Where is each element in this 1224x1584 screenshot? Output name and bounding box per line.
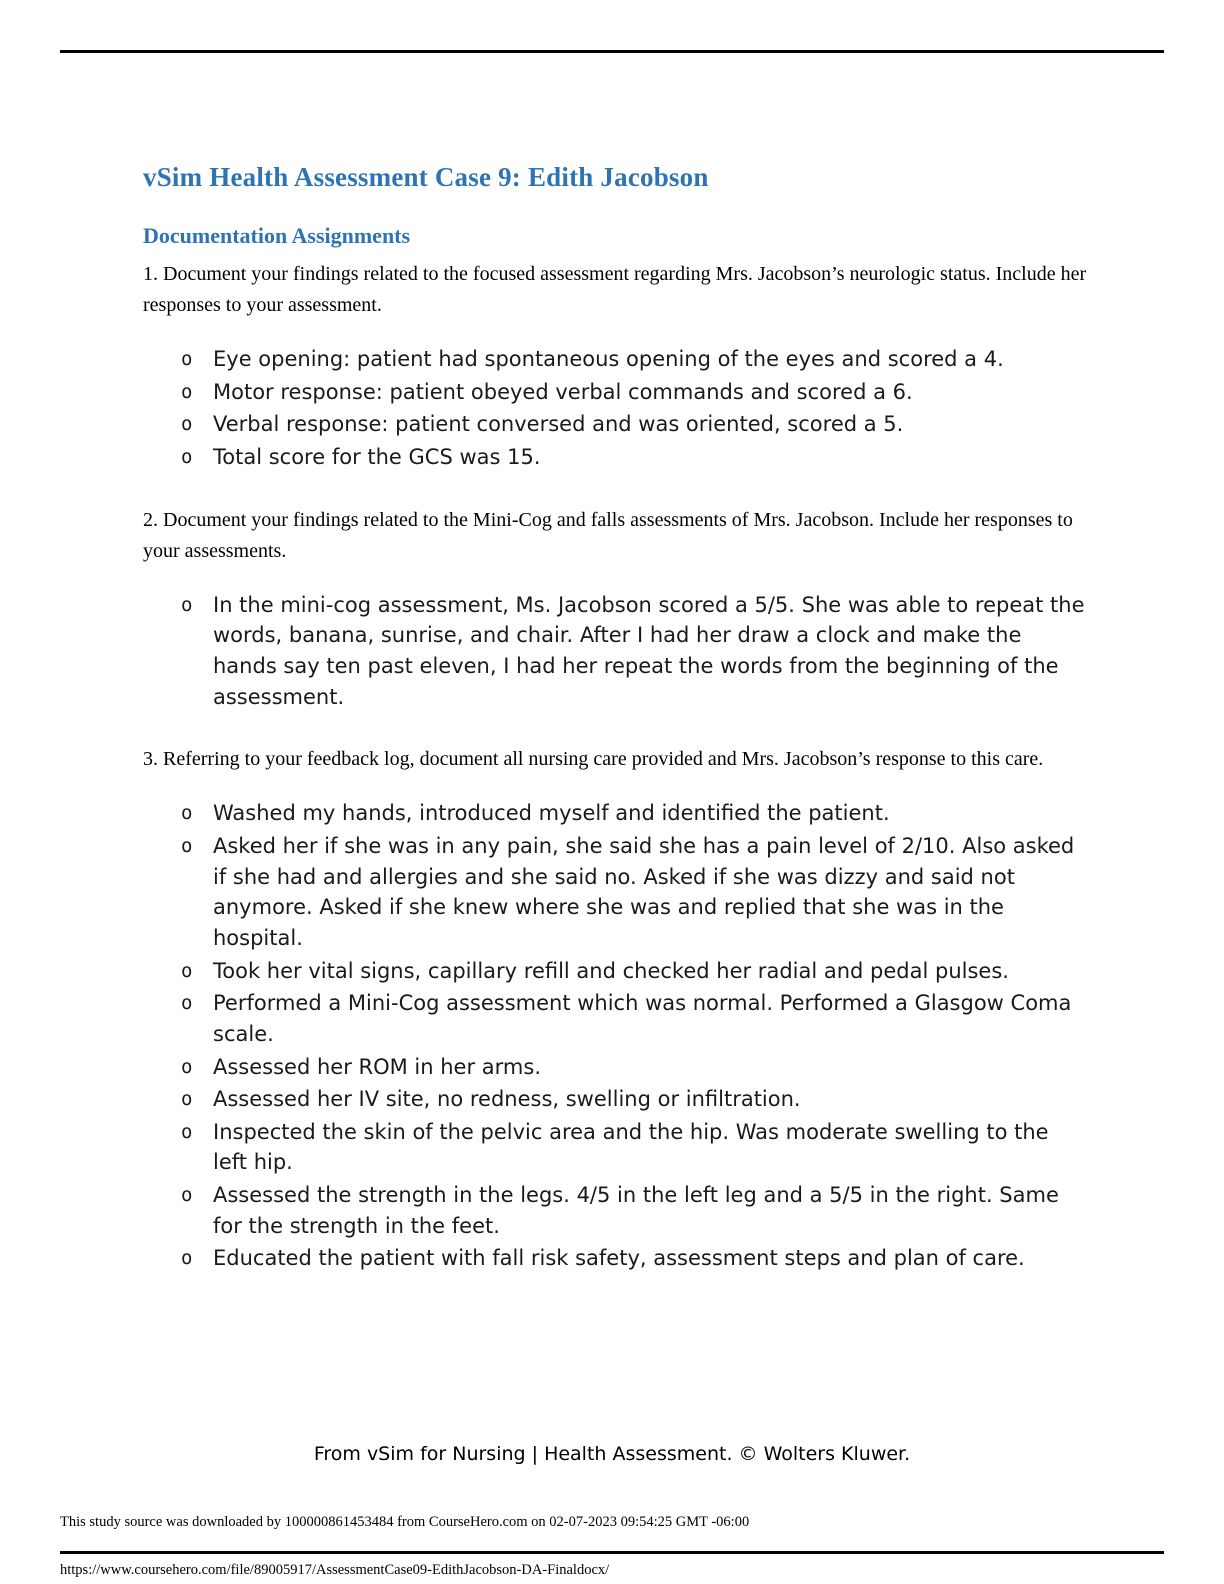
list-item [143,956,1089,987]
document-body [143,162,1089,1306]
list-item [143,831,1089,954]
bullet-text: Washed my hands, introduced myself and identified the patient. [213,801,890,826]
bullet-marker: o [181,380,193,403]
list-item [143,442,1089,473]
list-item [143,1052,1089,1083]
question-2-answers [143,590,1089,713]
bullet-text: In the mini-cog assessment, Ms. Jacobson scored a 5/5. She was able to repeat the words, banana, sunrise, and chair. After I had her draw a clock and make the hands say ten past eleven, I had her repeat the words from the beginning of the assessment. [213,592,1085,709]
list-item [143,1180,1089,1241]
bullet-marker: o [181,1088,193,1111]
bullet-text: Performed a Mini-Cog assessment which was normal. Performed a Glasgow Coma scale. [213,991,1072,1046]
question-block-1 [143,259,1089,473]
footer-attribution: From vSim for Nursing | Health Assessment. © Wolters Kluwer. [313,1443,911,1465]
bullet-text: Educated the patient with fall risk safety, assessment steps and plan of care. [213,1246,1025,1271]
bullet-marker: o [181,834,193,857]
question-2-prompt: 2. Document your findings related to the Mini-Cog and falls assessments of Mrs. Jacobson. Include her responses to your assessments. [143,508,1073,562]
bullet-text: Assessed the strength in the legs. 4/5 in the left leg and a 5/5 in the right. Same for the strength in the feet. [213,1183,1059,1238]
bullet-marker: o [181,445,193,468]
list-item [143,798,1089,829]
bullet-marker: o [181,992,193,1015]
bullet-marker: o [181,413,193,436]
bullet-marker: o [181,1184,193,1207]
bullet-text: Verbal response: patient conversed and was oriented, scored a 5. [213,412,904,437]
bullet-text: Eye opening: patient had spontaneous opening of the eyes and scored a 4. [213,347,1004,371]
list-item [143,988,1089,1049]
list-item [143,344,1089,375]
question-block-3 [143,744,1089,1274]
list-item [143,590,1089,713]
bullet-text: Assessed her ROM in her arms. [213,1054,541,1079]
list-item [143,1117,1089,1178]
bullet-marker: o [181,348,193,370]
list-item [143,409,1089,440]
bullet-text: Total score for the GCS was 15. [213,444,541,469]
bullet-marker: o [181,1055,193,1078]
bullet-text: Took her vital signs, capillary refill and checked her radial and pedal pulses. [213,958,1009,983]
bullet-marker: o [181,1120,193,1143]
bullet-marker: o [181,959,193,982]
section-heading: Documentation Assignments [143,223,411,248]
bullet-marker: o [181,802,193,825]
bullet-text: Assessed her IV site, no redness, swelling or infiltration. [213,1087,801,1112]
question-block-2 [143,505,1089,713]
question-1-answers [143,344,1089,473]
source-url-link[interactable]: https://www.coursehero.com/file/89005917/AssessmentCase09-EdithJacobson-DA-Finaldocx/ [60,1562,610,1578]
document-title: vSim Health Assessment Case 9: Edith Jacobson [143,162,709,192]
list-item [143,377,1089,408]
bullet-text: Asked her if she was in any pain, she said she has a pain level of 2/10. Also asked if she had and allergies and she said no. Asked if she was dizzy and said not anymore. Asked if she knew where she was and replied that she was in the hospital. [213,833,1075,950]
bullet-marker: o [181,1247,193,1270]
list-item [143,1243,1089,1274]
question-1-prompt: 1. Document your findings related to the focused assessment regarding Mrs. Jacobson’s neurologic status. Include her responses to your assessment. [143,263,1087,316]
question-3-answers [143,798,1089,1274]
bottom-rule [60,1551,1164,1554]
bullet-marker: o [181,593,193,616]
download-notice: This study source was downloaded by 100000861453484 from CourseHero.com on 02-07-2023 09:54:25 GMT -06:00 [60,1514,750,1530]
list-item [143,1084,1089,1115]
top-rule [60,50,1164,53]
question-3-prompt: 3. Referring to your feedback log, document all nursing care provided and Mrs. Jacobson’s response to this care. [143,748,1044,771]
bullet-text: Inspected the skin of the pelvic area and the hip. Was moderate swelling to the left hip. [213,1119,1049,1175]
bullet-text: Motor response: patient obeyed verbal commands and scored a 6. [213,379,913,404]
